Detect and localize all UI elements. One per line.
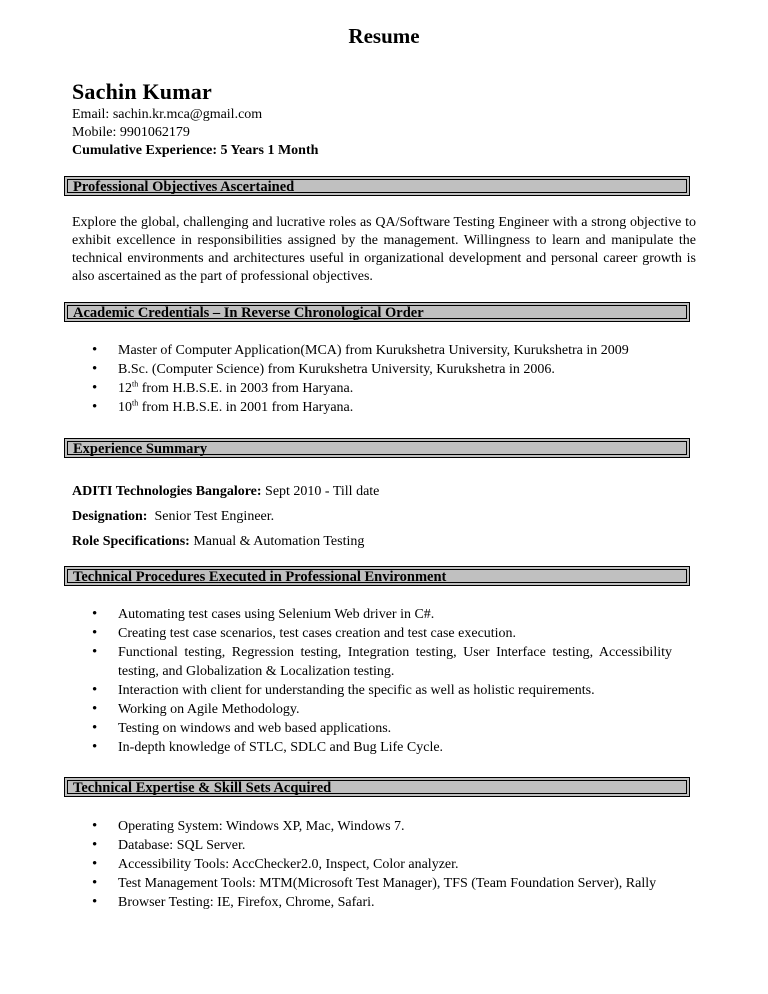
list-item: • Test Management Tools: MTM(Microsoft Test Manager), TFS (Team Foundation Server), Rally bbox=[72, 874, 672, 893]
company-value: Sept 2010 - Till date bbox=[261, 484, 380, 499]
candidate-name: Sachin Kumar bbox=[72, 79, 212, 104]
mobile-label: Mobile: bbox=[72, 125, 117, 140]
list-item: • B.Sc. (Computer Science) from Kurukshetra University, Kurukshetra in 2006. bbox=[72, 360, 672, 379]
list-item: • Functional testing, Regression testing, Integration testing, User Interface testing, Accessibility testing, and Globalization & Localization testing. bbox=[72, 643, 672, 681]
designation-line bbox=[72, 508, 274, 526]
list-item: • Working on Agile Methodology. bbox=[72, 700, 672, 719]
objectives-paragraph: Explore the global, challenging and lucrative roles as QA/Software Testing Engineer with a strong objective to exhibit excellence in responsibilities assigned by the management. Willingness to learn and manipulate the technical environments and architectures useful in organizational development and personal career growth is also ascertained as the part of professional objectives. bbox=[72, 215, 696, 284]
role-line bbox=[72, 533, 364, 551]
designation-label: Designation: bbox=[72, 509, 148, 524]
list-item: • Interaction with client for understanding the specific as well as holistic requirements. bbox=[72, 681, 672, 700]
company-line bbox=[72, 483, 379, 501]
list-item: • Browser Testing: IE, Firefox, Chrome, Safari. bbox=[72, 893, 672, 912]
list-item: • Operating System: Windows XP, Mac, Windows 7. bbox=[72, 817, 672, 836]
role-value: Manual & Automation Testing bbox=[189, 534, 365, 549]
cumulative-experience: Cumulative Experience: 5 Years 1 Month bbox=[72, 143, 319, 158]
mobile-line bbox=[72, 124, 190, 141]
section-heading-academic: Academic Credentials – In Reverse Chronological Order bbox=[64, 302, 690, 322]
academic-list bbox=[72, 341, 672, 417]
section-heading-objectives: Professional Objectives Ascertained bbox=[64, 176, 690, 196]
list-item: • Database: SQL Server. bbox=[72, 836, 672, 855]
list-item: • 10th from H.B.S.E. in 2001 from Haryana. bbox=[72, 398, 672, 417]
document-title: Resume bbox=[348, 24, 420, 48]
list-item: • 12th from H.B.S.E. in 2003 from Haryana. bbox=[72, 379, 672, 398]
role-label: Role Specifications: bbox=[72, 534, 190, 549]
designation-value: Senior Test Engineer. bbox=[147, 509, 275, 524]
list-item: • Creating test case scenarios, test cases creation and test case execution. bbox=[72, 624, 672, 643]
email-value: sachin.kr.mca@gmail.com bbox=[112, 107, 263, 122]
email-line bbox=[72, 106, 262, 123]
expertise-list bbox=[72, 817, 672, 912]
list-item: • Automating test cases using Selenium Web driver in C#. bbox=[72, 605, 672, 624]
section-heading-experience: Experience Summary bbox=[64, 438, 690, 458]
list-item: • Testing on windows and web based applications. bbox=[72, 719, 672, 738]
email-label: Email: bbox=[72, 107, 110, 122]
list-item: • In-depth knowledge of STLC, SDLC and Bug Life Cycle. bbox=[72, 738, 672, 757]
list-item: • Master of Computer Application(MCA) from Kurukshetra University, Kurukshetra in 2009 bbox=[72, 341, 672, 360]
company-label: ADITI Technologies Bangalore: bbox=[72, 484, 262, 499]
mobile-value: 9901062179 bbox=[119, 125, 190, 140]
section-heading-expertise: Technical Expertise & Skill Sets Acquired bbox=[64, 777, 690, 797]
procedures-list bbox=[72, 605, 672, 757]
list-item: • Accessibility Tools: AccChecker2.0, Inspect, Color analyzer. bbox=[72, 855, 672, 874]
section-heading-procedures: Technical Procedures Executed in Professional Environment bbox=[64, 566, 690, 586]
